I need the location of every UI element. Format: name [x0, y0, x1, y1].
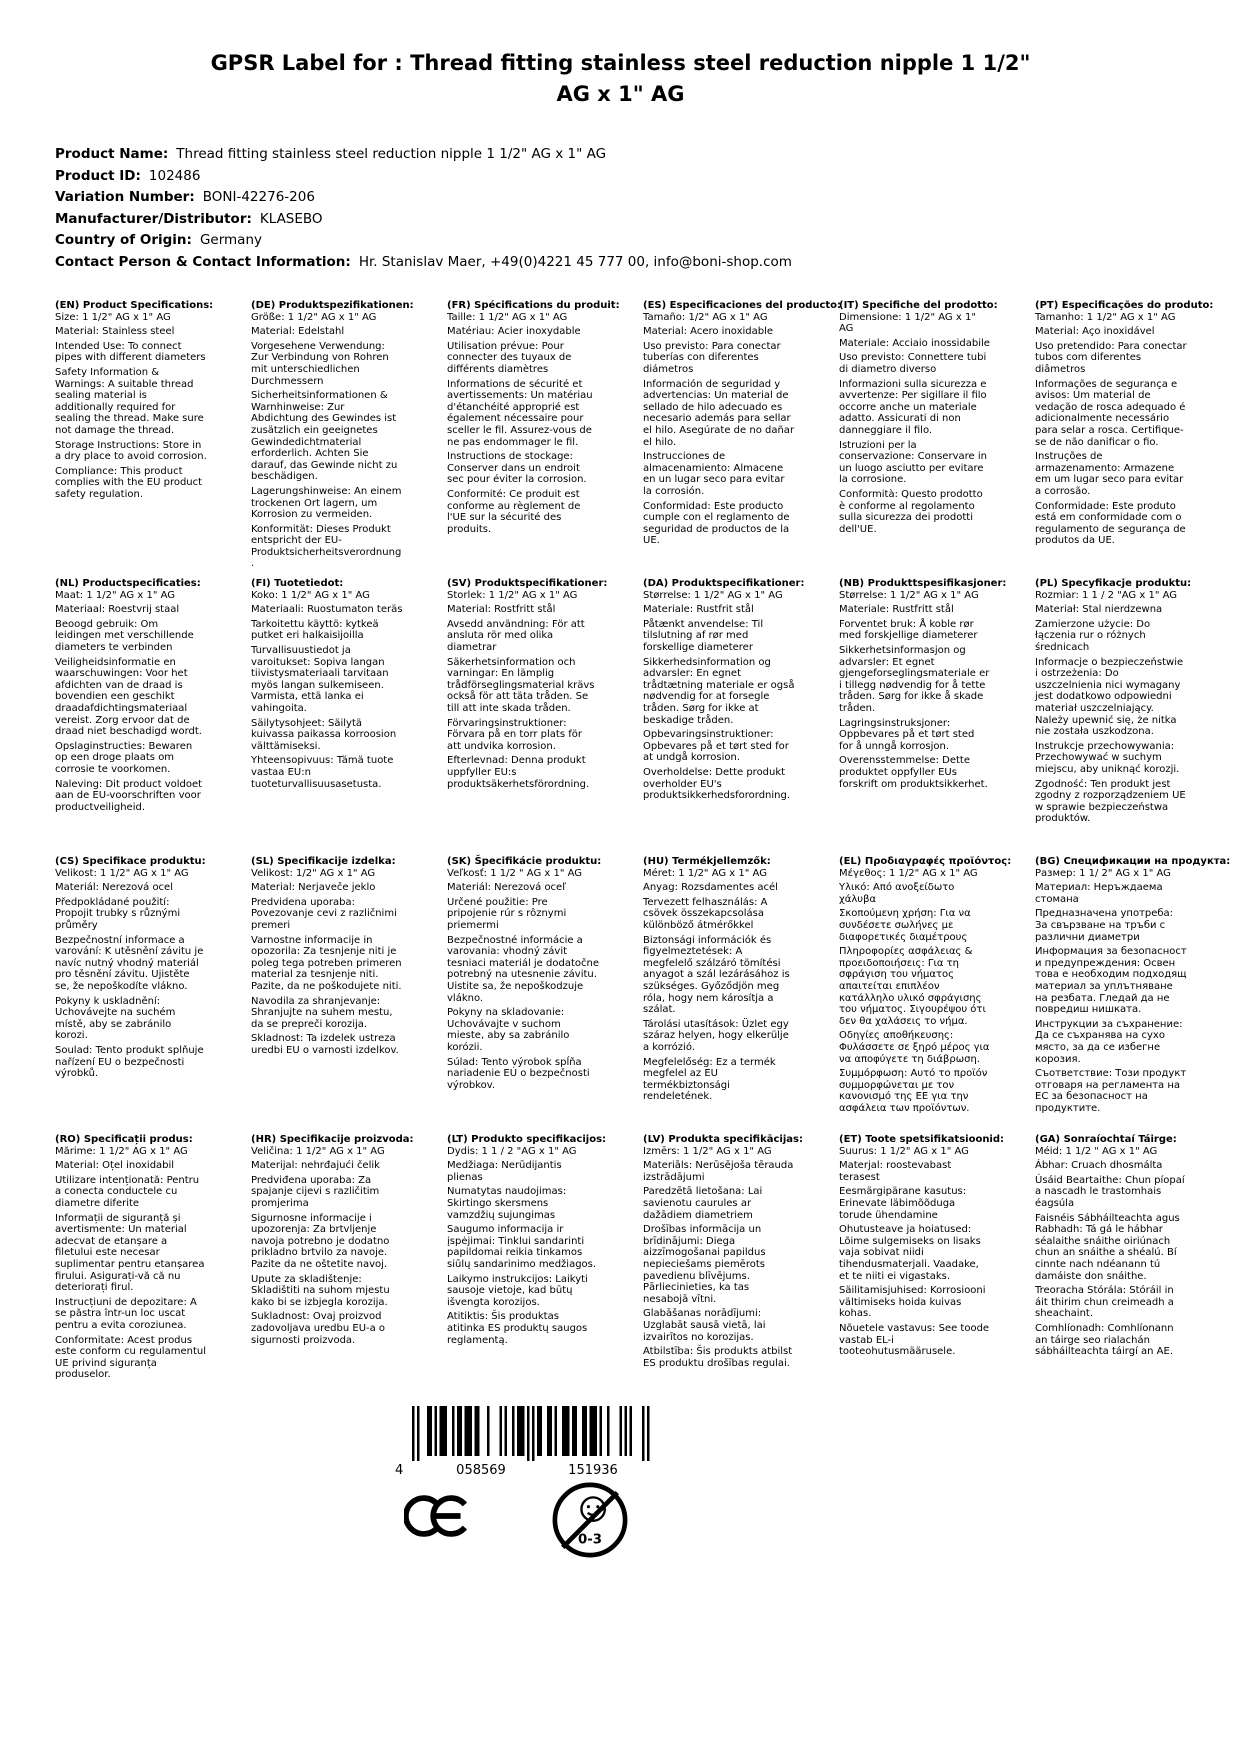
- language-block-title: (FR) Spécifications du produit:: [447, 300, 620, 311]
- language-block: [55, 856, 251, 1134]
- language-block: [643, 578, 839, 856]
- language-block-title: (SV) Produktspecifikationer:: [447, 578, 608, 589]
- language-block-paragraph: Veličina: 1 1/2" AG x 1" AG: [251, 1145, 385, 1157]
- language-block-paragraph: Velikost: 1/2" AG x 1" AG: [251, 867, 376, 879]
- language-block-paragraph: Drošības informācija un brīdinājumi: Diega aizzīmogošanai papildus nepieciešams piemērots pavedienu blīvējums. Pārliecinieties, ka tas nesabojā vītni.: [643, 1224, 766, 1305]
- language-block-paragraph: Material: Nerjaveče jeklo: [251, 882, 376, 894]
- language-block-paragraph: Istruzioni per la conservazione: Conservare in un luogo asciutto per evitare la corrosione.: [839, 439, 987, 486]
- language-block-paragraph: Tamanho: 1 1/2" AG x 1" AG: [1035, 311, 1176, 323]
- language-block-title: (EL) Προδιαγραφές προϊόντος:: [839, 856, 1012, 867]
- language-block-paragraph: Съответствие: Този продукт отговаря на регламента на ЕС за безопасност на продуктите.: [1035, 1068, 1187, 1114]
- language-block-paragraph: Overholdelse: Dette produkt overholder EU's produktsikkerhedsforordning.: [643, 766, 791, 802]
- language-block-paragraph: Material: Aço inoxidável: [1035, 326, 1155, 338]
- language-block-paragraph: Zamierzone użycie: Do łączenia rur o różnych średnicach: [1035, 618, 1151, 653]
- document-title-text: GPSR Label for : Thread fitting stainless steel reduction nipple 1 1/2" AG x 1" AG: [210, 51, 1031, 106]
- language-block-paragraph: Säilytysohjeet: Säilytä kuivassa paikassa korroosion välttämiseksi.: [251, 717, 397, 752]
- language-block-paragraph: Intended Use: To connect pipes with different diameters: [55, 340, 206, 364]
- language-block-paragraph: Conformidade: Este produto está em conformidade com o regulamento de segurança de produtos da UE.: [1035, 500, 1186, 547]
- language-block-paragraph: Velikost: 1 1/2" AG x 1" AG: [55, 867, 189, 879]
- language-block: [447, 856, 643, 1134]
- barcode-digits-group1: 058569: [456, 1463, 506, 1478]
- language-block-paragraph: Sikkerhedsinformation og advarsler: En egnet trådtætning materiale er også nødvendig for at forsegle tråden. Sørg for ikke at beskadige tråden.: [643, 656, 795, 726]
- language-block-paragraph: Materiale: Rustfritt stål: [839, 604, 954, 616]
- language-block-paragraph: Størrelse: 1 1/2" AG x 1" AG: [839, 589, 979, 601]
- language-block-paragraph: Rozmiar: 1 1 / 2 "AG x 1" AG: [1035, 589, 1178, 601]
- language-block-paragraph: Medžiaga: Nerūdijantis plienas: [447, 1160, 562, 1183]
- language-block-paragraph: Información de seguridad y advertencias: Un material de sellado de hilo adecuado es necesario además para sellar el hilo. Asegúrate de no dañar el hilo.: [643, 378, 795, 448]
- language-block-paragraph: Påtænkt anvendelse: Til tilslutning af rør med forskellige diameterer: [643, 618, 764, 653]
- language-block-paragraph: Размер: 1 1/ 2" AG x 1" AG: [1035, 867, 1171, 879]
- language-block-paragraph: Tamaño: 1/2" AG x 1" AG: [643, 311, 768, 323]
- language-block-paragraph: Материал: Неръждаема стомана: [1035, 882, 1163, 905]
- language-block-paragraph: Uso previsto: Para conectar tuberías con diferentes diámetros: [643, 340, 781, 375]
- language-block-title: (HU) Termékjellemzők:: [643, 856, 771, 867]
- language-block-paragraph: Οδηγίες αποθήκευσης: Φυλάσσετε σε ξηρό μέρος για να αποφύγετε τη διάβρωση.: [839, 1030, 990, 1065]
- language-block-paragraph: Säkerhetsinformation och varningar: En lämplig trådförseglingsmaterial krävs också för att täta tråden. Se till att inte skada tråden.: [447, 656, 595, 714]
- language-block-paragraph: Materiale: Acciaio inossidabile: [839, 337, 990, 349]
- language-block-paragraph: Informations de sécurité et avertissements: Un matériau d'étanchéité approprié est également nécessaire pour sceller le fil. Assurez-vous de ne pas endommager le fil.: [447, 378, 593, 448]
- language-block-title: (DE) Produktspezifikationen:: [251, 300, 414, 311]
- language-block-paragraph: Overensstemmelse: Dette produktet oppfyller EUs forskrift om produktsikkerhet.: [839, 755, 988, 790]
- product-info-section: [55, 144, 792, 274]
- product-info-label: Contact Person & Contact Information:: [55, 253, 351, 270]
- language-block: [1035, 856, 1231, 1134]
- language-block-paragraph: Informații de siguranță și avertismente: Un material adecvat de etanșare a filetului este necesar suplimentar pentru etanșarea firului. Asigurați-vă că nu deteriorați firul.: [55, 1212, 205, 1294]
- language-block-paragraph: Storlek: 1 1/2" AG x 1" AG: [447, 589, 578, 601]
- language-block: [643, 300, 842, 578]
- language-block: [643, 1134, 839, 1412]
- language-block-paragraph: Instructions de stockage: Conserver dans un endroit sec pour éviter la corrosion.: [447, 451, 587, 486]
- language-block-title: (LV) Produkta specifikācijas:: [643, 1134, 803, 1145]
- language-block-paragraph: Utilisation prévue: Pour connecter des tuyaux de différents diamètres: [447, 340, 572, 375]
- product-info-label: Product Name:: [55, 146, 169, 162]
- language-block-paragraph: Instruções de armazenamento: Armazene em um lugar seco para evitar a corrosão.: [1035, 451, 1184, 497]
- language-block-paragraph: Förvaringsinstruktioner: Förvara på en torr plats för att undvika korrosion.: [447, 717, 582, 752]
- language-block-paragraph: Konformität: Dieses Produkt entspricht der EU-Produktsicherheitsverordnung.: [251, 523, 402, 570]
- language-block-title: (RO) Specificații produs:: [55, 1134, 193, 1145]
- language-block: [251, 578, 447, 856]
- language-block-title: (EN) Product Specifications:: [55, 300, 214, 311]
- product-info-value: Germany: [199, 232, 262, 249]
- language-block-paragraph: Bezpečnostní informace a varování: K utěsnění závitu je navíc nutný vhodný materiál pro těsnění závitu. Ujistěte se, že nepoškodíte vlákno.: [55, 934, 204, 992]
- language-block-paragraph: Dydis: 1 1 / 2 "AG x 1" AG: [447, 1145, 577, 1157]
- language-block-paragraph: Σκοπούμενη χρήση: Για να συνδέσετε σωλήνες με διαφορετικές διαμέτρους: [839, 908, 971, 943]
- language-block-title: (IT) Specifiche del prodotto:: [839, 300, 998, 311]
- language-block-paragraph: Megfelelőség: Ez a termék megfelel az EU termékbiztonsági rendeletének.: [643, 1056, 776, 1103]
- language-block-title: (DA) Produktspecifikationer:: [643, 578, 805, 589]
- language-block-paragraph: Ohutusteave ja hoiatused: Lõime sulgemiseks on lisaks vaja sobivat niidi tihendusmaterjali. Vaadake, et te niiti ei vigastaks.: [839, 1224, 981, 1282]
- language-block-paragraph: Saugumo informacija ir įspėjimai: Tinklui sandarinti papildomai reikia tinkamos siūlų sandarinimo medžiagos.: [447, 1224, 597, 1270]
- document-title: [0, 48, 1241, 110]
- language-block-paragraph: Tárolási utasítások: Üzlet egy száraz helyen, hogy elkerülje a korrózió.: [643, 1018, 789, 1053]
- language-block-paragraph: Atbilstība: Šis produkts atbilst ES produktu drošības regulai.: [643, 1346, 793, 1369]
- language-block: [251, 1134, 447, 1412]
- language-block-title: (LT) Produkto specifikacijos:: [447, 1134, 607, 1145]
- language-block-paragraph: Materiaali: Ruostumaton teräs: [251, 604, 403, 616]
- language-block-paragraph: Maat: 1 1/2" AG x 1" AG: [55, 589, 176, 601]
- language-block-paragraph: Předpokládané použití: Propojit trubky s různými průměry: [55, 896, 181, 931]
- language-block: [447, 578, 643, 856]
- language-block: [55, 1134, 251, 1412]
- language-block: [1035, 578, 1231, 856]
- product-info-value: 102486: [148, 167, 201, 184]
- language-block: [55, 300, 251, 578]
- language-block-paragraph: Yhteensopivuus: Tämä tuote vastaa EU:n tuoteturvallisuusasetusta.: [251, 755, 394, 790]
- language-block-paragraph: Safety Information & Warnings: A suitable thread sealing material is additionally required for sealing the thread. Make sure not damage the thread.: [55, 366, 204, 436]
- language-block-paragraph: Faisnéis Sábháilteachta agus Rabhadh: Tá gá le hábhar séalaithe snáithe oiriúnach chun an snáithe a shéalú. Bí cinnte nach ndéanann tú damáiste don snáithe.: [1035, 1212, 1180, 1282]
- language-block-paragraph: Size: 1 1/2" AG x 1" AG: [55, 311, 171, 323]
- language-block-paragraph: Material: Oțel inoxidabil: [55, 1160, 175, 1172]
- product-info-row: [55, 144, 792, 166]
- language-block-paragraph: Πληροφορίες ασφάλειας & προειδοποιήσεις: Για τη σφράγιση του νήματος απαιτείται επιπλέον κατάλληλο υλικό σφράγισης του νήματος. Σιγουρέψου ότι δεν θα χαλάσεις το νήμα.: [839, 946, 986, 1027]
- barcode-digit-prefix: 4: [395, 1463, 404, 1478]
- language-block-paragraph: Zgodność: Ten produkt jest zgodny z rozporządzeniem UE w sprawie bezpieczeństwa produktów.: [1035, 778, 1186, 825]
- language-block-paragraph: Paredzētā lietošana: Lai savienotu caurules ar dažādiem diametriem: [643, 1186, 763, 1221]
- product-info-value: BONI-42276-206: [202, 189, 315, 206]
- language-block-paragraph: Ábhar: Cruach dhosmálta: [1035, 1160, 1163, 1172]
- language-block: [1035, 1134, 1231, 1412]
- language-block-paragraph: Koko: 1 1/2" AG x 1" AG: [251, 589, 370, 601]
- language-block-paragraph: Numatytas naudojimas: Skirtingo skersmens vamzdžių sujungimas: [447, 1186, 567, 1221]
- product-info-value: KLASEBO: [259, 210, 323, 227]
- language-block-paragraph: Material: Stainless steel: [55, 326, 175, 338]
- language-block-title: (NL) Productspecificaties:: [55, 578, 201, 589]
- language-block-paragraph: Veľkosť: 1 1/2 " AG x 1" AG: [447, 867, 583, 879]
- language-block-paragraph: Biztonsági információk és figyelmeztetések: A megfelelő szálzáró tömítési anyagot a szál lezárásához is szükséges. Győződjön meg róla, hogy nem károsítja a szálat.: [643, 934, 790, 1016]
- language-block-paragraph: Instrukcje przechowywania: Przechowywać w suchym miejscu, aby uniknąć korozji.: [1035, 740, 1180, 775]
- language-block-paragraph: Sukladnost: Ovaj proizvod zadovoljava uredbu EU-a o sigurnosti proizvoda.: [251, 1311, 386, 1346]
- language-block-paragraph: Sicherheitsinformationen & Warnhinweise: Zur Abdichtung des Gewindes ist zusätzlich ein geeignetes Gewindedichtmaterial erforderlich. Achten Sie darauf, das Gewinde nicht zu beschädigen.: [251, 390, 398, 483]
- language-block-title: (ES) Especificaciones del producto:: [643, 300, 842, 311]
- language-block-paragraph: Lagringsinstruksjoner: Oppbevares på et tørt sted for å unngå korrosjon.: [839, 717, 975, 752]
- language-block-paragraph: Utilizare intenționată: Pentru a conecta conductele cu diametre diferite: [55, 1174, 200, 1209]
- language-block: [447, 300, 643, 578]
- barcode-digits: [395, 1463, 655, 1479]
- language-block-title: (PL) Specyfikacje produktu:: [1035, 578, 1192, 589]
- language-block: [251, 300, 447, 578]
- language-block-paragraph: Material: Rostfritt stål: [447, 604, 556, 616]
- language-block-paragraph: Pokyny na skladovanie: Uchovávajte v suchom mieste, aby sa zabránilo korózii.: [447, 1007, 570, 1053]
- language-block-title: (SK) Špecifikácie produktu:: [447, 856, 602, 867]
- language-block-paragraph: Materiál: Nerezová ocel: [55, 882, 173, 894]
- language-block-paragraph: Storage Instructions: Store in a dry place to avoid corrosion.: [55, 439, 207, 463]
- language-block-paragraph: Materiāls: Nerūsējoša tērauda izstrādājumi: [643, 1160, 794, 1183]
- language-block-paragraph: Compliance: This product complies with the EU product safety regulation.: [55, 465, 203, 500]
- barcode: [395, 1406, 655, 1479]
- language-block-paragraph: Συμμόρφωση: Αυτό το προϊόν συμμορφώνεται με τον κανονισμό της ΕΕ για την ασφάλεια των προϊόντων.: [839, 1068, 988, 1114]
- language-block-paragraph: Taille: 1 1/2" AG x 1" AG: [447, 311, 568, 323]
- language-block-paragraph: Vorgesehene Verwendung: Zur Verbindung von Rohren mit unterschiedlichen Durchmessern: [251, 340, 389, 387]
- language-block-paragraph: Varnostne informacije in opozorila: Za tesnjenje niti je poleg tega potreben primeren material za tesnjenje niti. Pazite, da ne poškodujete niti.: [251, 934, 402, 992]
- language-block-paragraph: Naleving: Dit product voldoet aan de EU-voorschriften voor productveiligheid.: [55, 778, 203, 813]
- language-block-paragraph: Atitiktis: Šis produktas atitinka ES produktų saugos reglamentą.: [447, 1311, 588, 1346]
- language-block-paragraph: Materiaal: Roestvrij staal: [55, 604, 180, 616]
- age-warning-icon: [551, 1481, 629, 1563]
- barcode-digits-group2: 151936: [568, 1463, 618, 1478]
- language-block-paragraph: Предназначена употреба: За свързване на тръби с различни диаметри: [1035, 908, 1174, 943]
- language-block-title: (GA) Sonraíochtaí Táirge:: [1035, 1134, 1177, 1145]
- language-block-title: (CS) Specifikace produktu:: [55, 856, 206, 867]
- language-block-paragraph: Opbevaringsinstruktioner: Opbevares på et tørt sted for at undgå korrosion.: [643, 729, 789, 764]
- language-block-paragraph: Informações de segurança e avisos: Um material de vedação de rosca adequado é adicionalmente necessário para selar a rosca. Certifique-se de não danificar o fio.: [1035, 378, 1186, 448]
- age-label: 0-3: [578, 1532, 602, 1548]
- language-block: [447, 1134, 643, 1412]
- language-block-paragraph: Beoogd gebruik: Om leidingen met verschillende diameters te verbinden: [55, 618, 194, 653]
- language-block-paragraph: Efterlevnad: Denna produkt uppfyller EU:s produktsäkerhetsförordning.: [447, 755, 590, 790]
- language-block-paragraph: Conformidad: Este producto cumple con el reglamento de seguridad de productos de la UE.: [643, 500, 790, 547]
- language-block-paragraph: Predviđena uporaba: Za spajanje cijevi s različitim promjerima: [251, 1174, 380, 1209]
- language-block-paragraph: Säilitamisjuhised: Korrosiooni vältimiseks hoida kuivas kohas.: [839, 1285, 986, 1320]
- language-block: [839, 856, 1035, 1134]
- language-block-paragraph: Sikkerhetsinformasjon og advarsler: Et egnet gjengeforseglingsmateriale er i tillegg nødvendig for å tette tråden. Sørg for ikke å skade tråden.: [839, 644, 990, 714]
- language-block-paragraph: Upute za skladištenje: Skladištiti na suhom mjestu kako bi se izbjegla korozija.: [251, 1273, 390, 1308]
- language-block-paragraph: Instrucciones de almacenamiento: Almacene en un lugar seco para evitar la corrosión.: [643, 451, 785, 497]
- language-block-paragraph: Méid: 1 1/2 " AG x 1" AG: [1035, 1145, 1158, 1157]
- language-block-paragraph: Anyag: Rozsdamentes acél: [643, 882, 778, 894]
- language-block-paragraph: Avsedd användning: För att ansluta rör med olika diametrar: [447, 618, 585, 653]
- product-info-row: [55, 166, 792, 188]
- language-block-paragraph: Инструкции за съхранение: Да се съхранява на сухо място, за да се избегне корозия.: [1035, 1018, 1183, 1065]
- language-block: [839, 300, 1035, 578]
- language-block-title: (HR) Specifikacije proizvoda:: [251, 1134, 414, 1145]
- language-block-paragraph: Conformità: Questo prodotto è conforme al regolamento sulla sicurezza dei prodotti dell'UE.: [839, 488, 983, 535]
- language-block-paragraph: Conformitate: Acest produs este conform cu regulamentul UE privind siguranța produselor.: [55, 1334, 206, 1381]
- language-block-paragraph: Informazioni sulla sicurezza e avvertenze: Per sigillare il filo occorre anche un materiale adatto. Assicurati di non danneggiare il filo.: [839, 378, 987, 436]
- language-block-paragraph: Súlad: Tento výrobok spĺňa nariadenie EÚ o bezpečnosti výrobkov.: [447, 1056, 590, 1091]
- language-block-paragraph: Tervezett felhasználás: A csövek összekapcsolása különböző átmérőkkel: [643, 896, 768, 931]
- language-block-paragraph: Treoracha Stórála: Stóráil in áit thirim chun creimeadh a sheachaint.: [1035, 1285, 1174, 1320]
- language-block-paragraph: Materiał: Stal nierdzewna: [1035, 604, 1163, 616]
- language-block-title: (ET) Toote spetsifikatsioonid:: [839, 1134, 1005, 1145]
- language-block-paragraph: Dimensione: 1 1/2" AG x 1" AG: [839, 311, 976, 335]
- product-info-label: Product ID:: [55, 167, 141, 184]
- product-info-value: Hr. Stanislav Maer, +49(0)4221 45 777 00, info@boni-shop.com: [358, 253, 792, 270]
- language-block-paragraph: Soulad: Tento produkt splňuje nařízení EU o bezpečnosti výrobků.: [55, 1044, 204, 1080]
- language-block-paragraph: Izmērs: 1 1/2" AG x 1" AG: [643, 1145, 772, 1157]
- language-block-paragraph: Materiale: Rustfrit stål: [643, 604, 754, 616]
- language-block: [839, 578, 1035, 856]
- language-block-paragraph: Určené použitie: Pre pripojenie rúr s rôznymi priemermi: [447, 896, 567, 931]
- language-block-paragraph: Material: Acero inoxidable: [643, 326, 774, 338]
- language-block: [55, 578, 251, 856]
- language-block-paragraph: Eesmärgipärane kasutus: Erinevate läbimõõduga torude ühendamine: [839, 1186, 967, 1221]
- product-info-value: Thread fitting stainless steel reduction nipple 1 1/2" AG x 1" AG: [176, 146, 607, 162]
- language-block-paragraph: Úsáid Beartaithe: Chun píopaí a nascadh le trastomhais éagsúla: [1035, 1174, 1185, 1209]
- product-info-label: Country of Origin:: [55, 232, 192, 249]
- language-block-paragraph: Méret: 1 1/2" AG x 1" AG: [643, 867, 767, 879]
- language-block: [251, 856, 447, 1134]
- language-block-paragraph: Mărime: 1 1/2" AG x 1" AG: [55, 1145, 188, 1157]
- language-block-paragraph: Tarkoitettu käyttö: kytkeä putket eri halkaisijoilla: [251, 618, 379, 642]
- language-block-paragraph: Matériau: Acier inoxydable: [447, 326, 581, 338]
- language-block: [1035, 300, 1231, 578]
- language-block-paragraph: Material: Edelstahl: [251, 326, 345, 338]
- language-block-paragraph: Μέγεθος: 1 1/2" AG x 1" AG: [839, 867, 978, 879]
- language-block-paragraph: Forventet bruk: Å koble rør med forskjellige diameterer: [839, 618, 978, 642]
- language-block-paragraph: Υλικό: Από ανοξείδωτο χάλυβα: [839, 882, 955, 905]
- language-block-title: (NB) Produkttspesifikasjoner:: [839, 578, 1007, 589]
- ce-mark-icon: [404, 1492, 470, 1544]
- language-blocks-grid: [55, 300, 1231, 1412]
- language-block-paragraph: Nõuetele vastavus: See toode vastab EL-i tooteohutusmäärusele.: [839, 1322, 990, 1358]
- language-block-paragraph: Conformité: Ce produit est conforme au règlement de l'UE sur la sécurité des produits.: [447, 488, 581, 535]
- language-block-paragraph: Uso pretendido: Para conectar tubos com diferentes diâmetros: [1035, 340, 1187, 375]
- barcode-bars-icon: [412, 1406, 650, 1461]
- language-block-paragraph: Lagerungshinweise: An einem trockenen Ort lagern, um Korrosion zu vermeiden.: [251, 485, 402, 521]
- language-block-paragraph: Bezpečnostné informácie a varovania: vhodný závit tesniaci materiál je dodatočne potrebný na utesnenie závitu. Uistite sa, že nepoškodzuje vlákno.: [447, 934, 599, 1004]
- language-block-paragraph: Veiligheidsinformatie en waarschuwingen: Voor het afdichten van de draad is bovendien een geschikt draadafdichtingsmateriaal vereist. Zorg ervoor dat de draad niet beschadigd wordt.: [55, 656, 202, 738]
- language-block-paragraph: Glabāšanas norādījumi: Uzglabāt sausā vietā, lai izvairītos no korozijas.: [643, 1308, 766, 1343]
- language-block-paragraph: Materijal: nehrđajući čelik: [251, 1160, 380, 1172]
- language-block-paragraph: Uso previsto: Connettere tubi di diametro diverso: [839, 352, 987, 375]
- language-block-paragraph: Materjal: roostevabast terasest: [839, 1160, 952, 1183]
- language-block-paragraph: Størrelse: 1 1/2" AG x 1" AG: [643, 589, 783, 601]
- language-block-paragraph: Instrucțiuni de depozitare: A se păstra într-un loc uscat pentru a evita coroziunea.: [55, 1296, 197, 1331]
- language-block-paragraph: Opslaginstructies: Bewaren op een droge plaats om corrosie te voorkomen.: [55, 740, 193, 775]
- language-block-paragraph: Pokyny k uskladnění: Uchovávejte na suchém místě, aby se zabránilo korozi.: [55, 995, 176, 1042]
- language-block-paragraph: Laikymo instrukcijos: Laikyti sausoje vietoje, kad būtų išvengta korozijos.: [447, 1273, 588, 1308]
- language-block-paragraph: Größe: 1 1/2" AG x 1" AG: [251, 311, 377, 323]
- language-block-paragraph: Materiál: Nerezová oceľ: [447, 882, 566, 894]
- product-info-label: Variation Number:: [55, 189, 195, 206]
- language-block-paragraph: Skladnost: Ta izdelek ustreza uredbi EU o varnosti izdelkov.: [251, 1033, 399, 1056]
- language-block-paragraph: Turvallisuustiedot ja varoitukset: Sopiva langan tiivistysmateriaali tarvitaan myös langan sulkemiseen. Varmista, että lanka ei vahingoita.: [251, 644, 389, 714]
- product-info-label: Manufacturer/Distributor:: [55, 210, 252, 227]
- language-block-paragraph: Comhlíonadh: Comhlíonann an táirge seo rialachán sábháilteachta táirgí an AE.: [1035, 1322, 1174, 1358]
- language-block-paragraph: Navodila za shranjevanje: Shranjujte na suhem mestu, da se prepreči korozija.: [251, 995, 393, 1030]
- language-block-title: (BG) Спецификации на продукта:: [1035, 856, 1231, 867]
- language-block-title: (SL) Specifikacije izdelka:: [251, 856, 396, 867]
- language-block-paragraph: Информация за безопасност и предупреждения: Освен това е необходим подходящ материал за уплътняване на резбата. Гледай да не повредиш нишката.: [1035, 946, 1187, 1016]
- language-block: [839, 1134, 1035, 1412]
- language-block-title: (PT) Especificações do produto:: [1035, 300, 1214, 311]
- language-block-paragraph: Informacje o bezpieczeństwie i ostrzeżenia: Do uszczelnienia nici wymagany jest dodatkowo odpowiedni materiał uszczelniający. Należy upewnić się, że nitka nie została uszkodzona.: [1035, 656, 1184, 738]
- language-block: [643, 856, 839, 1134]
- language-block-paragraph: Suurus: 1 1/2" AG x 1" AG: [839, 1145, 969, 1157]
- product-info-row: [55, 187, 792, 209]
- product-info-row: [55, 252, 792, 274]
- language-block-title: (FI) Tuotetiedot:: [251, 578, 344, 589]
- product-info-row: [55, 209, 792, 231]
- language-block-paragraph: Sigurnosne informacije i upozorenja: Za brtvljenje navoja potrebno je dodatno prikladno brtvilo za navoje. Pazite da ne oštetite navoj.: [251, 1212, 390, 1270]
- product-info-row: [55, 230, 792, 252]
- language-block-paragraph: Predvidena uporaba: Povezovanje cevi z različnimi premeri: [251, 896, 397, 931]
